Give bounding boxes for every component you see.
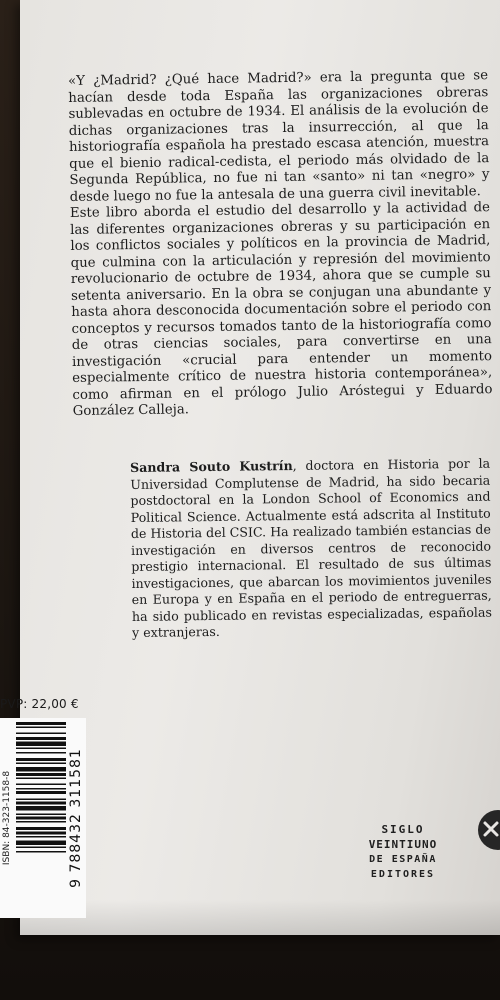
x-mark-icon	[482, 820, 500, 840]
barcode-bar	[16, 788, 66, 790]
author-bio	[130, 456, 492, 642]
isbn-label: ISBN: 84-323-1158-8	[2, 770, 12, 866]
ean-digits: 9 788432 311581	[68, 748, 84, 888]
barcode-bar	[16, 752, 66, 754]
barcode-bar	[16, 742, 66, 747]
barcode-bar	[16, 767, 66, 772]
author-name: Sandra Souto Kustrín	[130, 458, 293, 475]
ean-digits-wrap	[68, 718, 84, 918]
barcode-bar	[16, 832, 66, 835]
blurb-text	[68, 68, 493, 420]
publisher-line-1: SIGLO	[381, 823, 425, 836]
barcode-bar	[16, 748, 66, 750]
publisher-logo-text	[348, 822, 458, 882]
barcode-bar	[16, 763, 66, 765]
blurb-paragraph-1: «Y ¿Madrid? ¿Qué hace Madrid?» era la pregunta que se hacían desde toda España las organizaciones obreras sublevadas en octubre de 1934. El análisis de la evolución de dichas organizaciones tras la insurrección, al que la historiografía española ha prestado escasa atención, muestra que el bienio radical-cedista, el periodo más olvidado de la Segunda República, no fue ni tan «santo» ni tan «negro» y desde luego no fue la antesala de una guerra civil inevitable.	[68, 68, 490, 205]
publisher-line-3: DE ESPAÑA	[369, 854, 437, 865]
blurb-paragraph-2: Este libro aborda el estudio del desarrollo y la actividad de las diferentes organizaciones obreras y su participación en los conflictos sociales y políticos en la provincia de Madrid, que culmina con la articulación y represión del movimiento revolucionario de octubre de 1934, ahora que se cumple su setenta aniversario. En la obra se conjugan una abundante y hasta ahora desconocida documentación sobre el periodo con conceptos y recursos tomados tanto de la historiografía como de otras ciencias sociales, para convertirse en una investigación «crucial para entender un momento especialmente crítico de nuestra historia contemporánea», como afirman en el prólogo Julio Aróstegui y Eduardo González Calleja.	[69, 200, 493, 419]
barcode-bar	[16, 778, 66, 780]
publisher-line-2: VEINTIUNO	[368, 838, 438, 851]
barcode-bar	[16, 841, 66, 846]
barcode-bar	[16, 784, 66, 786]
author-bio-text: , doctora en Historia por la Universidad Complutense de Madrid, ha sido becaria postdoctoral en la London School of Economics and Political Science. Actualmente está adscrita al Instituto de Historia del CSIC. Ha realizado también estancias de investigación en diversos centros de reconocido prestigio internacional. El resultado de sus últimas investigaciones, que abarcan los movimientos juveniles en Europa y en España en el periodo de entreguerras, ha sido publicado en revistas especializadas, españolas y extranjeras.	[130, 455, 492, 640]
barcode-bar	[16, 836, 66, 838]
barcode-bar	[16, 814, 66, 816]
barcode-bar	[16, 733, 66, 735]
barcode-bar	[16, 737, 66, 740]
barcode-bar	[16, 722, 66, 725]
barcode-bar	[16, 791, 66, 794]
barcode-bar	[16, 817, 66, 820]
isbn-label-wrap	[2, 718, 16, 918]
barcode-bar	[16, 802, 66, 805]
barcode-bar	[16, 851, 66, 853]
barcode-bar	[16, 806, 66, 811]
price-label: PVP: 22,00 €	[0, 697, 79, 711]
cover-shadow	[20, 900, 500, 935]
barcode-bar	[16, 821, 66, 823]
barcode-bar	[16, 847, 66, 849]
publisher-line-4: EDITORES	[370, 869, 436, 880]
barcode-bar	[16, 773, 66, 776]
barcode-bar	[16, 827, 66, 830]
barcode-bar	[16, 727, 66, 729]
barcode-bar	[16, 758, 66, 761]
barcode-bar	[16, 799, 66, 801]
